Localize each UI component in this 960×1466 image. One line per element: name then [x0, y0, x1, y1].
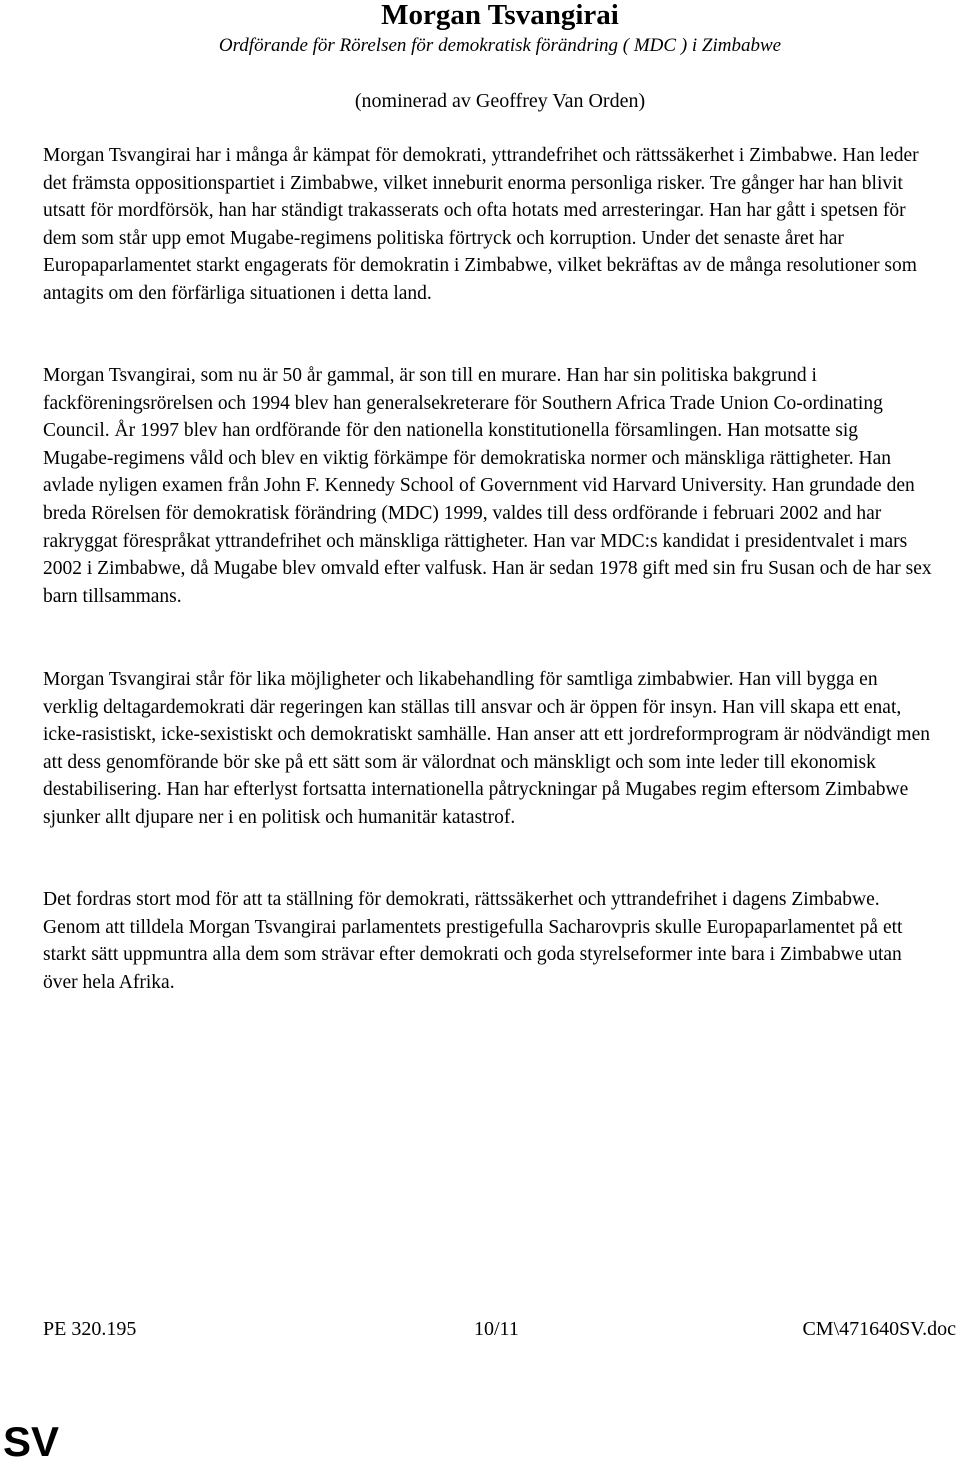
- body-paragraph-2: Morgan Tsvangirai, som nu är 50 år gammal, är son till en murare. Han har sin politiska bakgrund i fackföreningsrörelsen och 1994 blev han generalsekreterare för Southern Africa Trade Union Co-ordinating Council. År 1997 blev han ordförande för den nationella konstitutionella församlingen. Han motsatte sig Mugabe-regimens våld och blev en viktig förkämpe för demokratiska normer och mänskliga rättigheter. Han avlade nyligen examen från John F. Kennedy School of Government vid Harvard University. Han grundade den breda Rörelsen för demokratisk förändring (MDC) 1999, valdes till dess ordförande i februari 2002 and har rakryggat förespråkat yttrandefrihet och mänskliga rättigheter. Han var MDC:s kandidat i presidentvalet i mars 2002 i Zimbabwe, då Mugabe blev omvald efter valfusk. Han är sedan 1978 gift med sin fru Susan och de har sex barn tillsammans.: [43, 365, 932, 607]
- footer-reference: PE 320.195: [43, 1318, 137, 1340]
- body-paragraph-1: Morgan Tsvangirai har i många år kämpat för demokrati, yttrandefrihet och rättssäkerhet i Zimbabwe. Han leder det främsta oppositionspartiet i Zimbabwe, vilket inneburit enorma personliga risker. Tre gånger har han blivit utsatt för mordförsök, han har ständigt trakasserats och ofta hotats med arresteringar. Han har gått i spetsen för dem som står upp emot Mugabe-regimens politiska förtryck och korruption. Under det senaste året har Europaparlamentet starkt engagerats för demokratin i Zimbabwe, vilket bekräftas av de många resolutioner som antagits om den förfärliga situationen i detta land.: [43, 145, 919, 304]
- body-paragraph-4: Det fordras stort mod för att ta ställning för demokrati, rättssäkerhet och yttrandefrihet i dagens Zimbabwe. Genom att tilldela Morgan Tsvangirai parlamentets prestigefulla Sacharovpris skulle Europaparlamentet på ett starkt sätt uppmuntra alla dem som strävar efter demokrati och goda styrelseformer inte bara i Zimbabwe utan över hela Afrika.: [43, 889, 903, 993]
- page-title: Morgan Tsvangirai: [381, 0, 619, 31]
- footer-page-number: 10/11: [474, 1318, 519, 1340]
- nominee-line: (nominerad av Geoffrey Van Orden): [354, 90, 646, 112]
- footer-document-id: CM\471640SV.doc: [802, 1318, 956, 1340]
- body-paragraph-3: Morgan Tsvangirai står för lika möjligheter och likabehandling för samtliga zimbabwier. Han vill bygga en verklig deltagardemokrati där regeringen kan ställas till ansvar och är öppen för insyn. Han vill skapa ett enat, icke-rasistiskt, icke-sexistiskt och demokratiskt samhälle. Han anser att ett jordreformprogram är nödvändigt men att dess genomförande bör ske på ett sätt som är välordnat och mänskligt och som inte leder till ekonomisk destabilisering. Han har efterlyst fortsatta internationella påtryckningar på Mugabes regim eftersom Zimbabwe sjunker allt djupare ner i en politisk och humanitär katastrof.: [43, 669, 930, 828]
- page-subtitle: Ordförande för Rörelsen för demokratisk förändring ( MDC ) i Zimbabwe: [218, 35, 782, 56]
- language-code: SV: [3, 1418, 60, 1465]
